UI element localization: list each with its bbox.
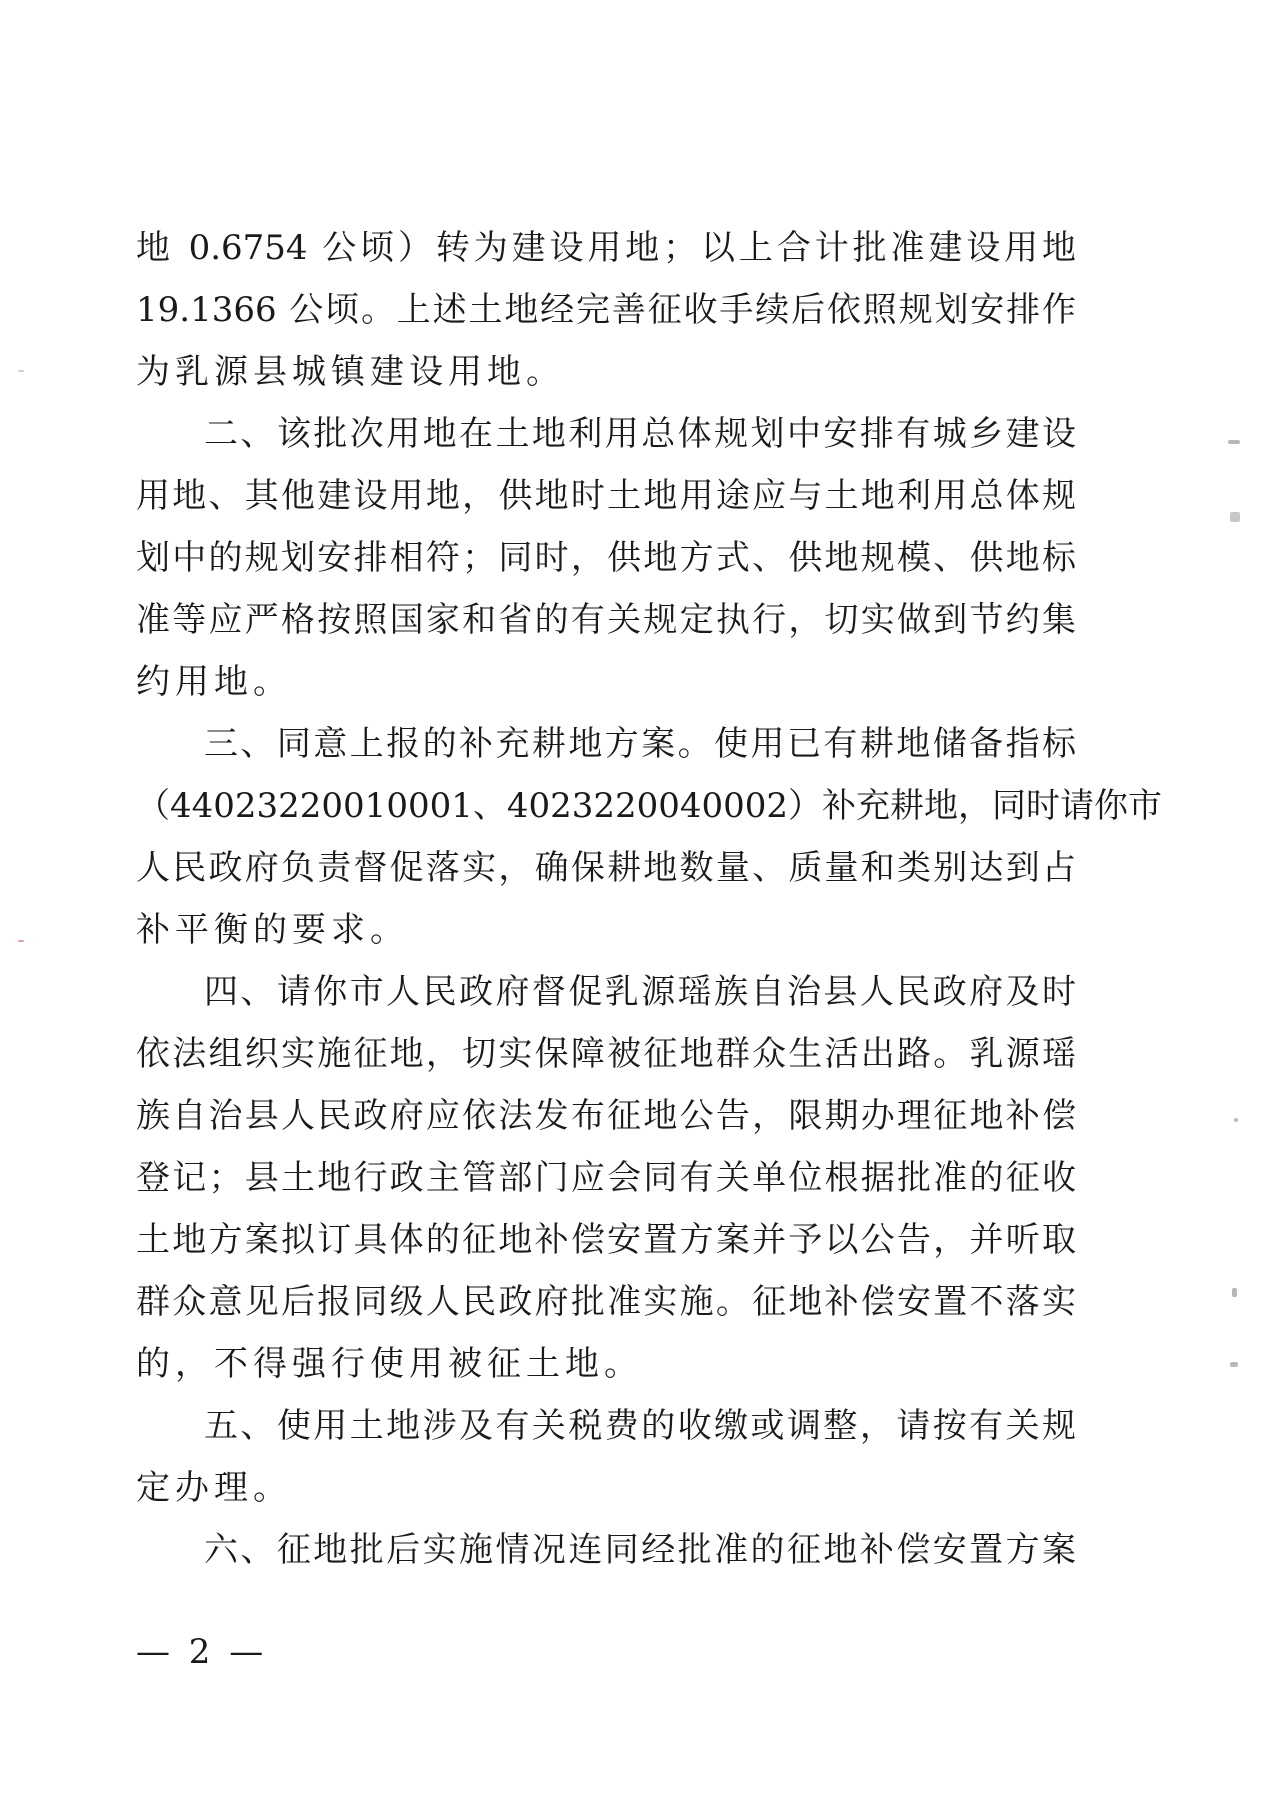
text-line-19: 的，不得强行使用被征土地。 bbox=[136, 1344, 643, 1384]
text-line-3: 为乳源县城镇建设用地。 bbox=[136, 352, 565, 392]
text-line-10: （44023220010001、4023220040002）补充耕地，同时请你市 bbox=[136, 786, 1163, 826]
text-line-8: 约用地。 bbox=[136, 662, 292, 702]
scan-mark bbox=[1230, 1362, 1238, 1367]
text-line-5: 用地、其他建设用地，供地时土地用途应与土地利用总体规 bbox=[136, 476, 1076, 516]
text-line-2: 19.1366 公顷。上述土地经完善征收手续后依照规划安排作 bbox=[136, 290, 1076, 330]
text-line-4: 二、该批次用地在土地利用总体规划中安排有城乡建设 bbox=[204, 414, 1076, 454]
scan-mark bbox=[1232, 1288, 1237, 1297]
scan-mark bbox=[1228, 440, 1240, 444]
text-line-11: 人民政府负责督促落实，确保耕地数量、质量和类别达到占 bbox=[136, 848, 1076, 888]
text-line-15: 族自治县人民政府应依法发布征地公告，限期办理征地补偿 bbox=[136, 1096, 1076, 1136]
scan-mark bbox=[1234, 1118, 1238, 1122]
text-line-18: 群众意见后报同级人民政府批准实施。征地补偿安置不落实 bbox=[136, 1282, 1076, 1322]
text-line-22: 六、征地批后实施情况连同经批准的征地补偿安置方案 bbox=[204, 1530, 1076, 1570]
scan-mark bbox=[1230, 512, 1240, 522]
text-line-9: 三、同意上报的补充耕地方案。使用已有耕地储备指标 bbox=[204, 724, 1076, 764]
text-line-6: 划中的规划安排相符；同时，供地方式、供地规模、供地标 bbox=[136, 538, 1076, 578]
text-line-21: 定办理。 bbox=[136, 1468, 292, 1508]
text-line-14: 依法组织实施征地，切实保障被征地群众生活出路。乳源瑶 bbox=[136, 1034, 1076, 1074]
scan-mark bbox=[18, 370, 24, 372]
text-line-7: 准等应严格按照国家和省的有关规定执行，切实做到节约集 bbox=[136, 600, 1076, 640]
text-line-17: 土地方案拟订具体的征地补偿安置方案并予以公告，并听取 bbox=[136, 1220, 1076, 1260]
text-line-16: 登记；县土地行政主管部门应会同有关单位根据批准的征收 bbox=[136, 1158, 1076, 1198]
text-line-20: 五、使用土地涉及有关税费的收缴或调整，请按有关规 bbox=[204, 1406, 1076, 1446]
scan-mark bbox=[18, 940, 24, 942]
text-line-12: 补平衡的要求。 bbox=[136, 910, 409, 950]
text-line-13: 四、请你市人民政府督促乳源瑶族自治县人民政府及时 bbox=[204, 972, 1076, 1012]
text-line-1: 地 0.6754 公顷）转为建设用地；以上合计批准建设用地 bbox=[136, 228, 1076, 268]
page-number: — 2 — bbox=[136, 1632, 268, 1672]
